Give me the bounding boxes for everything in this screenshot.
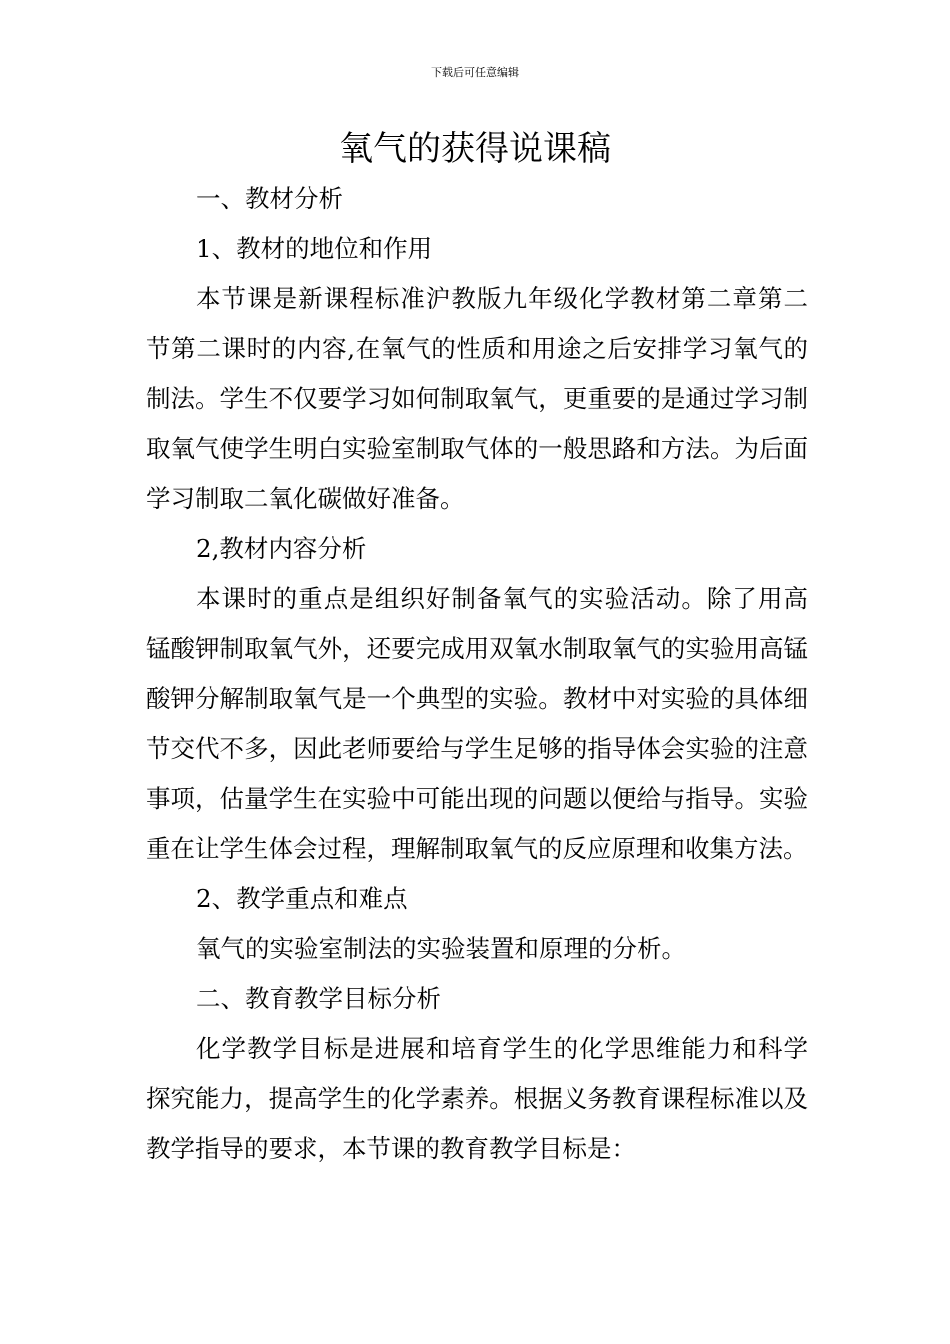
paragraph-teaching-goals: 化学教学目标是进展和培育学生的化学思维能力和科学探究能力，提高学生的化学素养。根据义务教育课程标准以及教学指导的要求，本节课的教育教学目标是：: [146, 1034, 808, 1163]
subheading-key-points: 2、教学重点和难点: [196, 884, 408, 913]
document-title: 氧气的获得说课稿: [339, 129, 611, 169]
paragraph-content-analysis: 本课时的重点是组织好制备氧气的实验活动。除了用高锰酸钾制取氧气外，还要完成用双氧水制取氧气的实验用高锰酸钾分解制取氧气是一个典型的实验。教材中对实验的具体细节交代不多，因此老师要给与学生足够的指导体会实验的注意事项，估量学生在实验中可能出现的问题以便给与指导。实验重在让学生体会过程，理解制取氧气的反应原理和收集方法。: [146, 584, 808, 863]
section-heading-teaching-goals: 二、教育教学目标分析: [196, 984, 441, 1013]
section-heading-teaching-material-analysis: 一、教材分析: [196, 184, 343, 213]
subheading-material-position: 1、教材的地位和作用: [196, 234, 433, 263]
paragraph-material-position: 本节课是新课程标准沪教版九年级化学教材第二章第二节第二课时的内容,在氧气的性质和用途之后安排学习氧气的制法。学生不仅要学习如何制取氧气，更重要的是通过学习制取氧气使学生明白实验室制取气体的一般思路和方法。为后面学习制取二氧化碳做好准备。: [146, 284, 808, 513]
paragraph-key-points: 氧气的实验室制法的实验装置和原理的分析。: [196, 934, 686, 963]
document-body: [146, 174, 808, 1174]
page-header-note: 下载后可任意编辑: [431, 66, 519, 79]
subheading-content-analysis: 2,教材内容分析: [196, 534, 367, 563]
